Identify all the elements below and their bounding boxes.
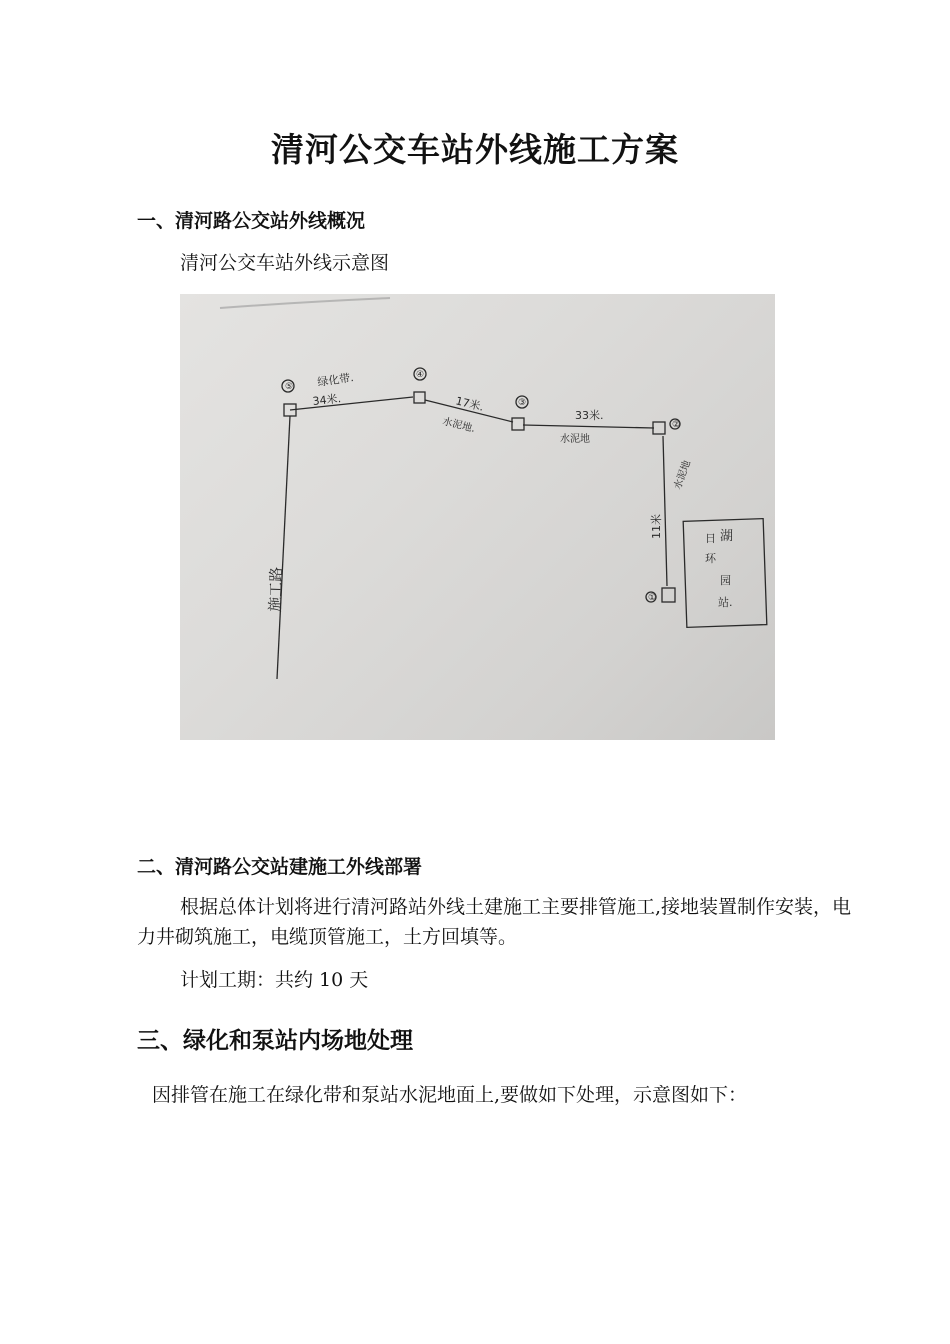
node-label-5: ①	[648, 593, 657, 603]
schedule-text: 计划工期：共约 10 天	[180, 969, 369, 991]
route-segment-4	[663, 436, 667, 586]
hand-drawn-route-sketch	[180, 294, 775, 740]
section-heading-overview: 一、清河路公交站外线概况	[137, 210, 366, 232]
route-segment-1	[290, 397, 413, 410]
label-green-belt: 绿化带.	[316, 371, 355, 389]
node-label-4: ②	[672, 420, 681, 430]
label-distance-11: 11米	[650, 514, 663, 539]
label-cement-3: 水泥地	[672, 459, 694, 492]
label-station-1: 日	[705, 532, 716, 545]
node-label-2: ④	[416, 370, 425, 380]
label-distance-33: 33米.	[575, 409, 604, 422]
node-label-1: ⑤	[285, 382, 294, 392]
label-station-2: 湖	[720, 529, 734, 544]
label-cement-2: 水泥地	[560, 434, 590, 445]
well-box-3	[512, 418, 524, 430]
section-heading-site-treatment: 三、绿化和泵站内场地处理	[137, 1027, 413, 1054]
figure-caption: 清河公交车站外线示意图	[180, 252, 390, 274]
node-label-3: ③	[518, 398, 527, 408]
deployment-paragraph: 根据总体计划将进行清河路站外线土建施工主要排管施工,接地装置制作安装，电力井砌筑施工，电缆顶管施工，土方回填等。	[137, 896, 852, 948]
well-box-2	[414, 392, 425, 403]
label-distance-34: 34米.	[311, 392, 342, 408]
label-distance-17: 17米.	[454, 394, 486, 414]
well-box-4	[653, 422, 665, 434]
label-station-3: 环	[705, 552, 716, 565]
well-box-5	[662, 588, 675, 602]
site-treatment-paragraph: 因排管在施工在绿化带和泵站水泥地面上,要做如下处理，示意图如下：	[152, 1084, 748, 1106]
label-road: 施工路	[266, 566, 286, 613]
route-segment-3	[523, 425, 654, 428]
page-title: 清河公交车站外线施工方案	[271, 130, 679, 169]
route-segment-road	[277, 416, 290, 679]
label-station-4: 园	[720, 574, 731, 587]
label-station-5: 站.	[718, 596, 733, 609]
sketch-photo	[180, 294, 775, 740]
section-heading-deployment: 二、清河路公交站建施工外线部署	[137, 856, 423, 878]
label-cement-1: 水泥地.	[441, 416, 477, 435]
